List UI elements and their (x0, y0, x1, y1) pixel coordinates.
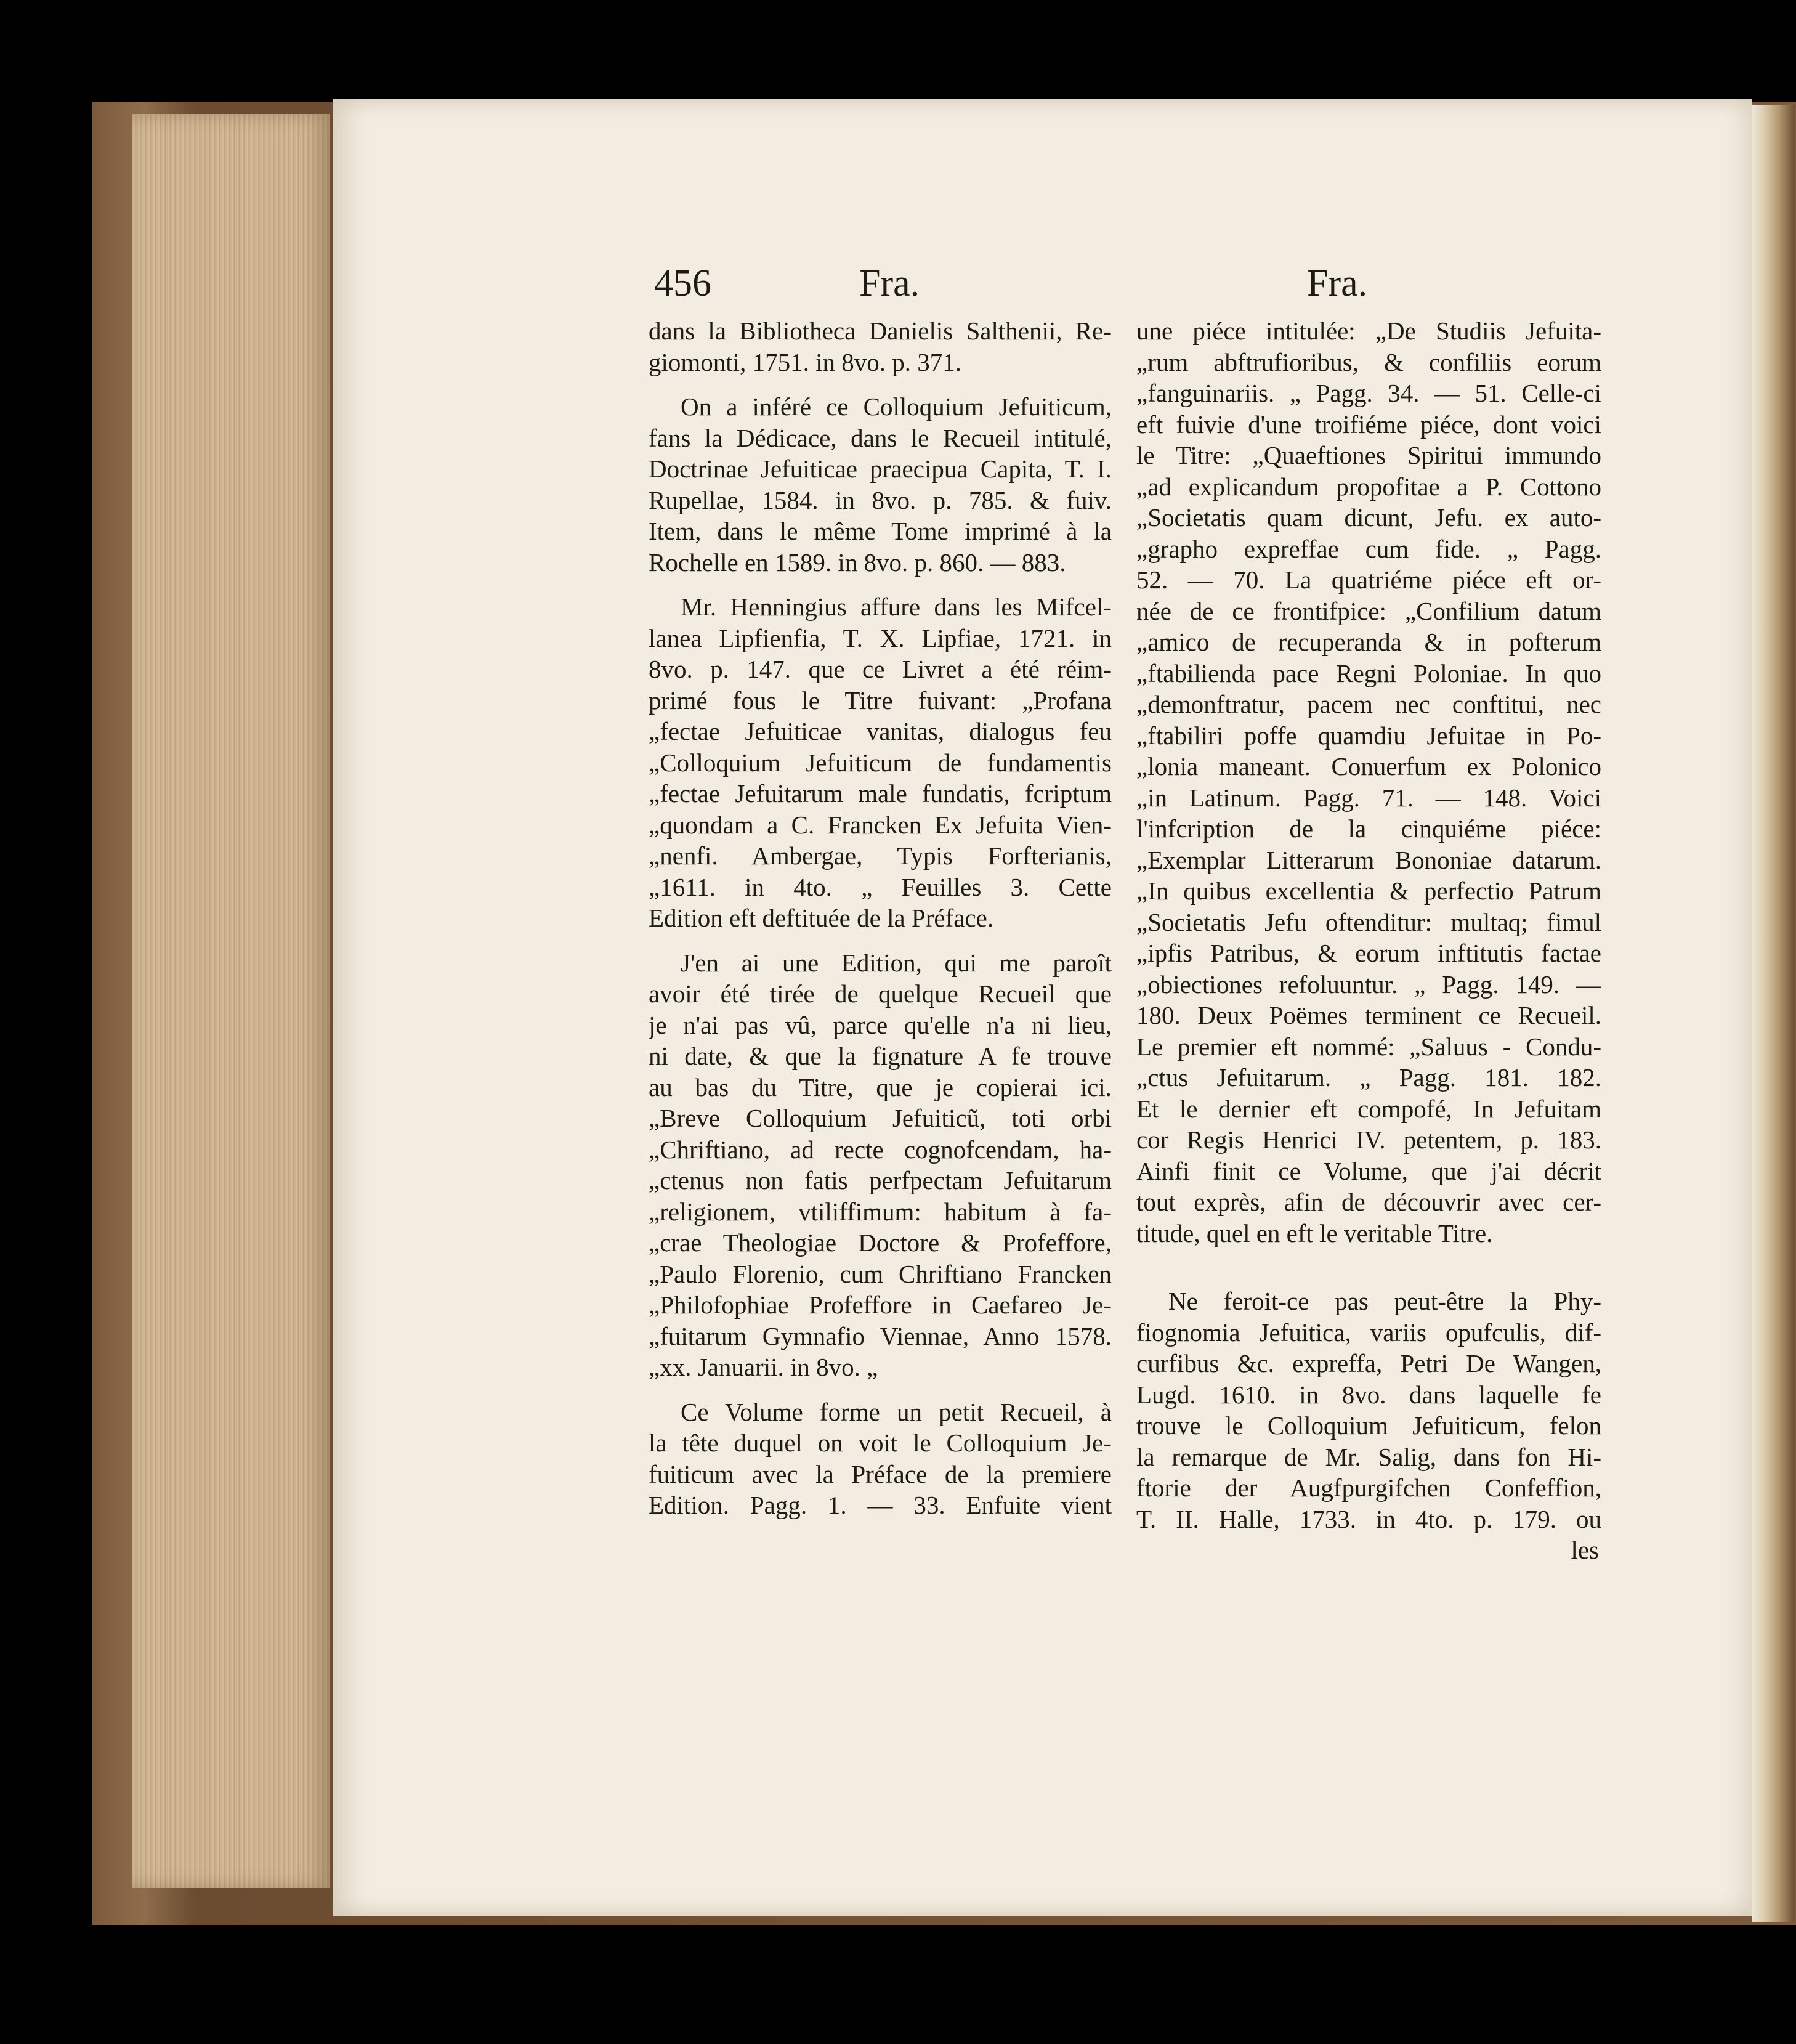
text-line: „Exemplar Litterarum Bononiae datarum. (1136, 845, 1601, 874)
text-line: Rupellae, 1584. in 8vo. p. 785. & fuiv. (649, 485, 1112, 514)
paragraph-gap (649, 578, 1112, 591)
text-line: „Paulo Florenio, cum Chriftiano Francken (649, 1259, 1112, 1288)
text-line: „obiectiones refoluuntur. „ Pagg. 149. — (1136, 970, 1601, 999)
text-line: „crae Theologiae Doctore & Profeffore, (649, 1228, 1112, 1257)
text-line: je n'ai pas vû, parce qu'elle n'a ni lieu, (649, 1010, 1112, 1039)
text-line: On a inféré ce Colloquium Jefuiticum, (681, 392, 1112, 421)
text-line: „ipfis Patribus, & eorum inftitutis factae (1136, 939, 1601, 967)
text-line: „amico de recuperanda & in pofterum (1136, 628, 1601, 656)
text-line: Rochelle en 1589. in 8vo. p. 860. — 883. (649, 548, 1066, 577)
text-line: „fuitarum Gymnafio Viennae, Anno 1578. (649, 1321, 1112, 1350)
text-line: „Societatis Jefu oftenditur: multaq; fimul (1136, 907, 1601, 936)
text-line: 52. — 70. La quatriéme piéce eft or- (1136, 566, 1601, 594)
text-line: eft fuivie d'une troifiéme piéce, dont voici (1136, 410, 1601, 439)
page-edges (132, 114, 330, 1888)
text-line: Ne feroit-ce pas peut-être la Phy- (1168, 1287, 1601, 1315)
text-line: Doctrinae Jefuiticae praecipua Capita, T. I. (649, 455, 1112, 483)
text-line: Le premier eft nommé: „Saluus - Condu- (1136, 1032, 1601, 1061)
text-line: „quondam a C. Francken Ex Jefuita Vien- (649, 810, 1112, 839)
text-line: lanea Lipfienfia, T. X. Lipfiae, 1721. in (649, 623, 1112, 652)
right-column (1136, 315, 1601, 1566)
text-line: „in Latinum. Pagg. 71. — 148. Voici (1136, 783, 1601, 812)
text-line: ftorie der Augfpurgifchen Confeffion, (1136, 1474, 1601, 1502)
text-line: la remarque de Mr. Salig, dans fon Hi- (1136, 1442, 1601, 1471)
text-line: „Breve Colloquium Jefuiticũ, toti orbi (649, 1104, 1112, 1132)
text-line: „In quibus excellentia & perfectio Patrum (1136, 877, 1601, 905)
text-line: „Chriftiano, ad recte cognofcendam, ha- (649, 1135, 1112, 1164)
text-line: „Philofophiae Profeffore in Caefareo Je- (649, 1291, 1112, 1319)
text-line: „grapho expreffae cum fide. „ Pagg. (1136, 534, 1601, 563)
text-line: primé fous le Titre fuivant: „Profana (649, 686, 1112, 715)
facing-page-edge (1752, 105, 1795, 1922)
text-line: „Societatis quam dicunt, Jefu. ex auto- (1136, 503, 1601, 532)
text-line: titude, quel en eft le veritable Titre. (1136, 1219, 1493, 1247)
text-line: „religionem, vtiliffimum: habitum à fa- (649, 1197, 1112, 1226)
text-line: la tête duquel on voit le Colloquium Je- (649, 1429, 1112, 1457)
text-line: née de ce frontifpice: „Confilium datum (1136, 596, 1601, 625)
text-line: „lonia maneant. Conuerfum ex Polonico (1136, 752, 1601, 781)
text-line: 180. Deux Poëmes terminent ce Recueil. (1136, 1001, 1601, 1029)
text-line: „fanguinariis. „ Pagg. 34. — 51. Celle-ci (1136, 379, 1601, 407)
text-line: „ftabilienda pace Regni Poloniae. In quo (1136, 659, 1601, 687)
running-title-left: Fra. (859, 262, 920, 304)
text-line: „1611. in 4to. „ Feuilles 3. Cette (649, 872, 1112, 901)
text-line: Lugd. 1610. in 8vo. dans laquelle fe (1136, 1380, 1601, 1409)
paragraph-gap (649, 934, 1112, 947)
page-number: 456 (654, 262, 711, 304)
text-line: cor Regis Henrici IV. petentem, p. 183. (1136, 1125, 1601, 1154)
text-line: T. II. Halle, 1733. in 4to. p. 179. ou (1136, 1504, 1601, 1533)
text-line: fiognomia Jefuitica, variis opufculis, dif- (1136, 1318, 1601, 1347)
paragraph-gap (1136, 1249, 1601, 1286)
text-line: „xx. Januarii. in 8vo. „ (649, 1353, 878, 1381)
text-line: Ainfi finit ce Volume, que j'ai décrit (1136, 1156, 1601, 1185)
text-line: l'infcription de la cinquiéme piéce: (1136, 814, 1601, 843)
left-column (649, 315, 1112, 1521)
running-title-right: Fra. (1307, 262, 1368, 304)
text-line: au bas du Titre, que je copierai ici. (649, 1073, 1112, 1101)
text-line: Edition eft deftituée de la Préface. (649, 904, 994, 932)
catchword: les (1571, 1536, 1599, 1564)
text-line: une piéce intitulée: „De Studiis Jefuita- (1136, 317, 1601, 345)
text-line: „ctus Jefuitarum. „ Pagg. 181. 182. (1136, 1063, 1601, 1092)
text-line: „nenfi. Ambergae, Typis Forfterianis, (649, 842, 1112, 870)
text-line: „ctenus non fatis perfpectam Jefuitarum (649, 1166, 1112, 1194)
text-line: Edition. Pagg. 1. — 33. Enfuite vient (649, 1491, 1112, 1519)
text-line: avoir été tirée de quelque Recueil que (649, 979, 1112, 1008)
text-line: fans la Dédicace, dans le Recueil intitulé, (649, 423, 1112, 452)
text-line: ni date, & que la fignature A fe trouve (649, 1042, 1112, 1070)
text-line: tout exprès, afin de découvrir avec cer- (1136, 1188, 1601, 1216)
text-line: Ce Volume forme un petit Recueil, à (681, 1397, 1112, 1426)
text-line: curfibus &c. expreffa, Petri De Wangen, (1136, 1349, 1601, 1377)
text-line: trouve le Colloquium Jefuiticum, felon (1136, 1411, 1601, 1440)
text-line: J'en ai une Edition, qui me paroît (681, 948, 1112, 977)
text-line: 8vo. p. 147. que ce Livret a été réim- (649, 655, 1112, 683)
text-line: Et le dernier eft compofé, In Jefuitam (1136, 1094, 1601, 1123)
text-line: le Titre: „Quaeftiones Spiritui immundo (1136, 441, 1601, 469)
text-line: dans la Bibliotheca Danielis Salthenii, Re- (649, 317, 1112, 345)
text-line: „fectae Jefuitarum male fundatis, fcriptum (649, 779, 1112, 808)
text-line: Mr. Henningius affure dans les Mifcel- (681, 593, 1112, 621)
text-line: „ad explicandum propofitae a P. Cottono (1136, 472, 1601, 501)
text-line: Item, dans le même Tome imprimé à la (649, 517, 1112, 545)
text-line: fuiticum avec la Préface de la premiere (649, 1459, 1112, 1488)
text-line: „fectae Jefuiticae vanitas, dialogus feu (649, 717, 1112, 745)
text-line: „Colloquium Jefuiticum de fundamentis (649, 748, 1112, 777)
paragraph-gap (649, 1383, 1112, 1397)
paragraph-gap (649, 378, 1112, 391)
text-line: „demonftratur, pacem nec conftitui, nec (1136, 690, 1601, 718)
text-line: „ftabiliri poffe quamdiu Jefuitae in Po- (1136, 721, 1601, 750)
text-line: „rum abftrufioribus, & confiliis eorum (1136, 347, 1601, 376)
text-line: giomonti, 1751. in 8vo. p. 371. (649, 347, 961, 376)
